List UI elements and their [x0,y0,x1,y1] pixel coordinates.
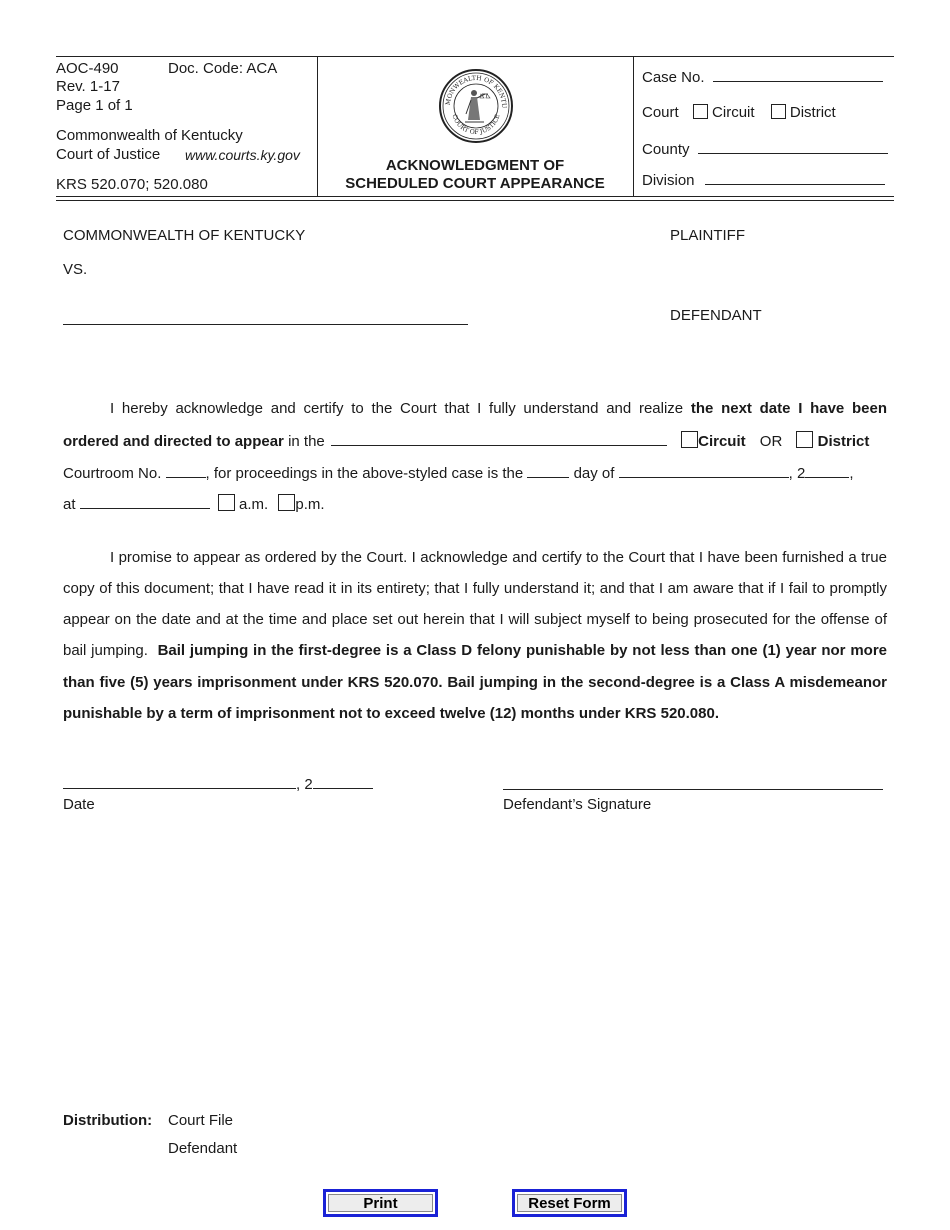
header-top-rule [56,56,894,57]
day-input[interactable] [527,463,569,478]
district-checkbox[interactable] [771,104,786,119]
promise-line-6: punishable by a term of imprisonment not to exceed twelve (12) months under KRS 520.080. [63,705,719,722]
form-title [317,157,633,193]
time-input[interactable] [80,494,210,509]
court-of-justice: Court of Justice [56,146,161,163]
division-label: Division [642,172,695,189]
svg-text:COMMONWEALTH OF KENTUCKY: MONWEALTH OF KENTU [444,74,508,109]
defendant-signature-line[interactable] [503,775,883,790]
district-label: District [789,104,836,121]
division-input[interactable] [705,170,885,185]
promise-line-5: than five (5) years imprisonment under KRS 520.070. Bail jumping in the second-degree is a Class A misdemeanor [63,674,887,691]
header-bottom-rule-2 [56,200,894,201]
county-field [642,139,888,159]
header-divider-right [633,56,634,196]
date-field: , 2 [63,774,373,794]
appear-district-checkbox[interactable] [796,431,813,448]
ack-line-3: Courtroom No. , for proceedings in the above-styled case is the day of , 2 , [63,465,854,482]
case-no-input[interactable] [713,67,883,82]
website: www.courts.ky.gov [185,147,300,163]
promise-line-4: bail jumping. Bail jumping in the first-degree is a Class D felony punishable by not less than one (1) year nor more [63,642,887,659]
promise-line-1: I promise to appear as ordered by the Court. I acknowledge and certify to the Court that I have been furnished a true [110,549,887,566]
distribution-item: Defendant [168,1140,238,1157]
year-input[interactable] [805,463,849,478]
distribution-item: Court File [168,1112,234,1129]
circuit-label: Circuit [712,104,755,121]
form-id: AOC-490 [56,60,119,77]
reset-form-button-frame [512,1189,627,1217]
court-type-field [642,104,836,122]
court-name-input[interactable] [331,431,667,446]
case-no-label: Case No. [642,69,705,86]
ack-line-4: at a.m. p.m. [63,496,325,513]
print-button[interactable]: Print [328,1194,433,1212]
plaintiff-label: PLAINTIFF [670,227,746,244]
ack-line-2: ordered and directed to appear in the Circuit OR District [63,433,870,450]
plaintiff-name: COMMONWEALTH OF KENTUCKY [63,227,306,244]
division-field [642,170,885,190]
promise-line-2: copy of this document; that I have read it in its entirety; that I fully understand it; and that I am aware that if I fail to promptly [63,580,887,597]
promise-line-3: appear on the date and at the time and place set out herein that I will subject myself to being prosecuted for the offense of [63,611,887,628]
reset-form-button[interactable]: Reset Form [517,1194,622,1212]
defendant-signature-label: Defendant’s Signature [503,796,652,813]
circuit-checkbox[interactable] [693,104,708,119]
form-title-line1: ACKNOWLEDGMENT OF [385,157,565,174]
commonwealth-name: Commonwealth of Kentucky [56,127,243,144]
print-button-frame [323,1189,438,1217]
defendant-name-input[interactable] [63,308,468,325]
courtroom-no-input[interactable] [166,463,206,478]
case-no-field [642,67,883,87]
ack-line-1: I hereby acknowledge and certify to the Court that I fully understand and realize the next date I have been [110,400,887,417]
page-count: Page 1 of 1 [56,97,133,114]
revision: Rev. 1-17 [56,78,120,95]
county-label: County [642,141,690,158]
date-input[interactable] [63,774,296,789]
svg-text:COURT OF JUSTICE: COURT OF JUSTICE [450,113,502,137]
pm-checkbox[interactable] [278,494,295,511]
am-checkbox[interactable] [218,494,235,511]
county-input[interactable] [698,139,888,154]
form-title-line2: SCHEDULED COURT APPEARANCE [345,175,605,192]
month-input[interactable] [619,463,789,478]
distribution-label: Distribution: [63,1112,153,1129]
header-bottom-rule-1 [56,196,894,197]
appear-circuit-checkbox[interactable] [681,431,698,448]
date-label: Date [63,796,95,813]
court-seal-icon [438,68,514,144]
statute-reference: KRS 520.070; 520.080 [56,176,208,193]
doc-code: Doc. Code: ACA [168,60,278,77]
versus: VS. [63,261,88,278]
court-label: Court [642,104,679,121]
date-year-input[interactable] [313,774,373,789]
defendant-label: DEFENDANT [670,307,762,324]
